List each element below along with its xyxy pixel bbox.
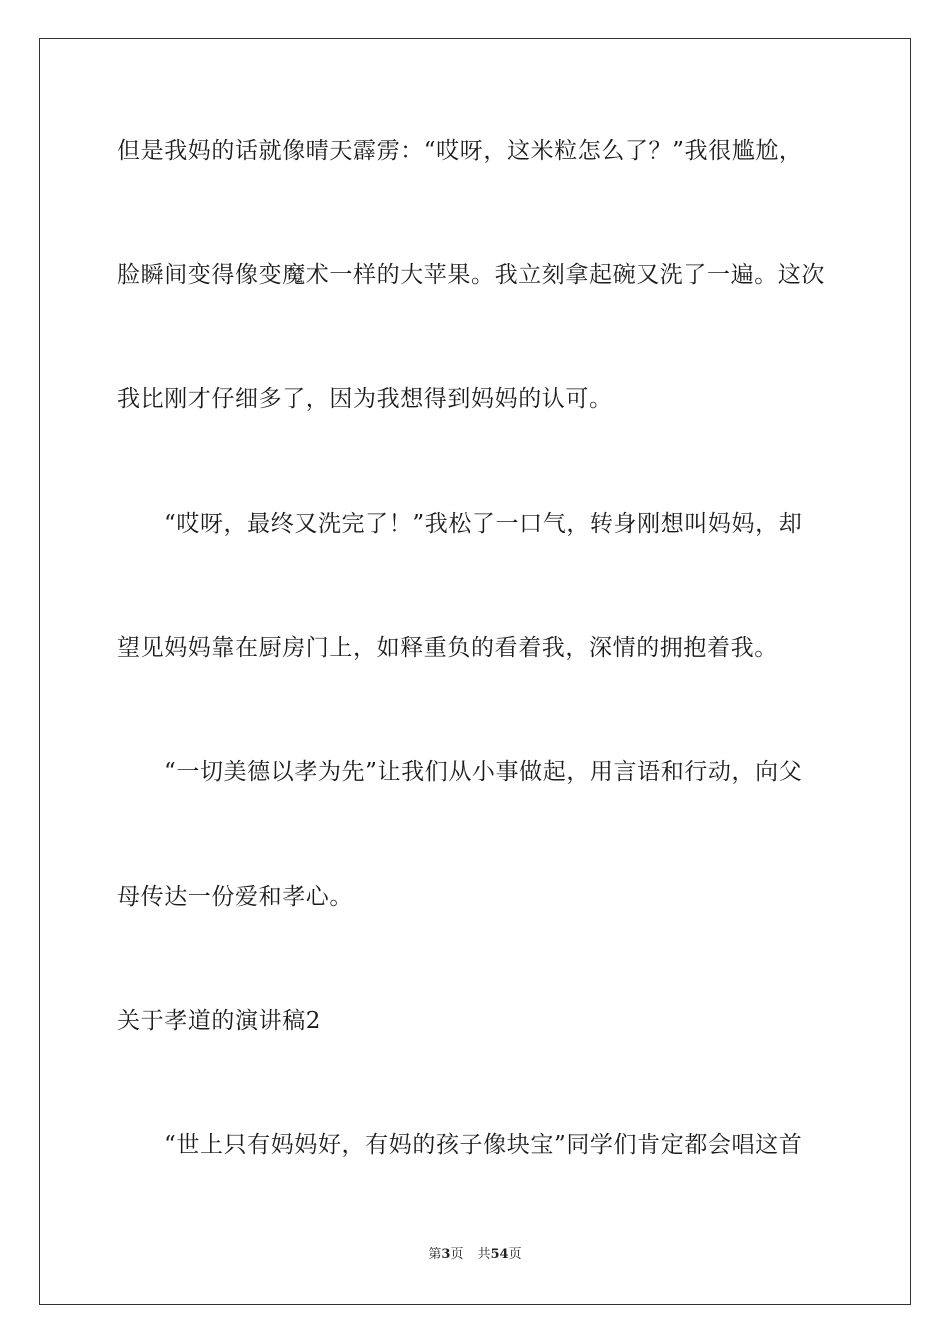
- paragraph-line: 望见妈妈靠在厨房门上，如释重负的看着我，深情的拥抱着我。: [117, 635, 778, 661]
- page-footer: [0, 1246, 950, 1264]
- section-heading: 关于孝道的演讲稿2: [117, 1008, 322, 1034]
- paragraph-line: “一切美德以孝为先”让我们从小事做起，用言语和行动，向父: [164, 759, 803, 785]
- paragraph-line: “哎呀，最终又洗完了！”我松了一口气，转身刚想叫妈妈，却: [164, 511, 803, 537]
- paragraph-line: 我比刚才仔细多了，因为我想得到妈妈的认可。: [117, 386, 613, 412]
- page-prefix: 第: [428, 1247, 442, 1262]
- page-number: 3: [441, 1247, 451, 1262]
- total-prefix: 共: [477, 1247, 491, 1262]
- page-border: [39, 38, 911, 1305]
- paragraph-line: “世上只有妈妈好，有妈的孩子像块宝”同学们肯定都会唱这首: [164, 1132, 803, 1158]
- total-suffix: 页: [508, 1247, 522, 1262]
- page-suffix: 页: [450, 1247, 464, 1262]
- paragraph-line: 但是我妈的话就像晴天霹雳：“哎呀，这米粒怎么了？”我很尴尬，: [117, 138, 803, 164]
- paragraph-line: 母传达一份爱和孝心。: [117, 884, 353, 910]
- total-pages: 54: [490, 1247, 509, 1262]
- paragraph-line: 脸瞬间变得像变魔术一样的大苹果。我立刻拿起碗又洗了一遍。这次: [117, 262, 825, 288]
